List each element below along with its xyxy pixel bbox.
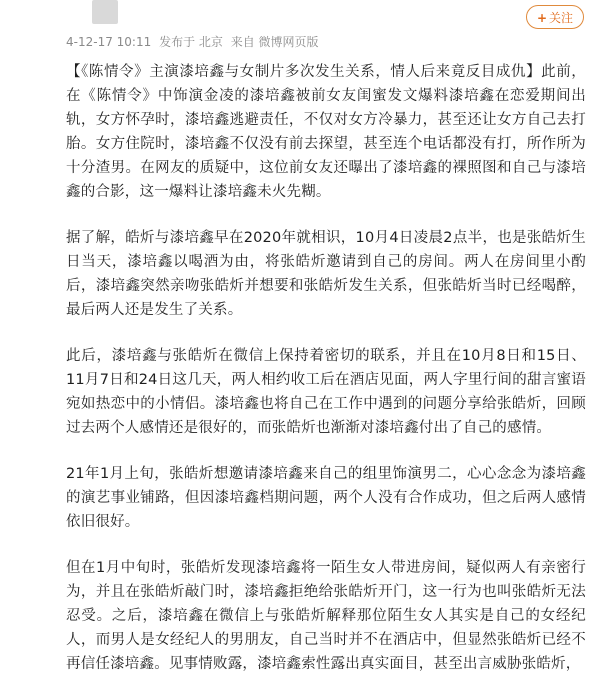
avatar[interactable] [92,0,118,24]
post-body [66,60,586,698]
follow-label: 关注 [549,11,574,25]
post-date[interactable]: 4-12-17 10:11 [66,35,152,49]
plus-icon: + [536,11,548,25]
paragraph-2: 据了解，皓炘与漆培鑫早在2020年就相识，10月4日凌晨2点半，也是张皓炘生日当天，漆培鑫以喝酒为由，将张皓炘邀请到自己的房间。两人在房间里小酌后，漆培鑫突然亲吻张皓炘并想要和张皓炘发生关系，但张皓炘当时已经喝醉，最后两人还是发生了关系。 [66,230,586,318]
post-location: 发布于 北京 [159,35,223,49]
paragraph-1: 【《陈情令》主演漆培鑫与女制片多次发生关系，情人后来竟反目成仇】此前，在《陈情令》中饰演金凌的漆培鑫被前女友闺蜜发文爆料漆培鑫在恋爱期间出轨，女方怀孕时，漆培鑫逃避责任，不仅对女方冷暴力，甚至还让女方自己去打胎。女方住院时，漆培鑫不仅没有前去探望，甚至连个电话都没有打，所作所为十分渣男。在网友的质疑中，这位前女友还曝出了漆培鑫的裸照图和自己与漆培鑫的合影，这一爆料让漆培鑫未火先糊。 [66,64,586,200]
post-header [0,0,600,30]
follow-button[interactable] [526,5,584,29]
post-meta [66,33,323,50]
paragraph-3: 此后，漆培鑫与张皓炘在微信上保持着密切的联系，并且在10月8日和15日、11月7日和24日这几天，两人相约收工后在酒店见面，两人字里行间的甜言蜜语宛如热恋中的小情侣。漆培鑫也将自己在工作中遇到的问题分享给张皓炘，回顾过去两个人感情还是很好的，而张皓炘也渐渐对漆培鑫付出了自己的感情。 [66,348,586,436]
paragraph-5: 但在1月中旬时，张皓炘发现漆培鑫将一陌生女人带进房间，疑似两人有亲密行为，并且在张皓炘敲门时，漆培鑫拒绝给张皓炘开门，这一行为也叫张皓炘无法忍受。之后，漆培鑫在微信上与张皓炘解释那位陌生女人其实是自己的女经纪人，而男人是女经纪人的男朋友，自己当时并不在酒店中，但显然张皓炘已经不再信任漆培鑫。见事情败露，漆培鑫索性露出真实面目，甚至出言威胁张皓炘， [66,560,586,672]
post-source[interactable]: 来自 微博网页版 [230,35,319,49]
paragraph-4: 21年1月上旬，张皓炘想邀请漆培鑫来自己的组里饰演男二，心心念念为漆培鑫的演艺事业铺路，但因漆培鑫档期问题，两个人没有合作成功，但之后两人感情依旧很好。 [66,466,586,530]
